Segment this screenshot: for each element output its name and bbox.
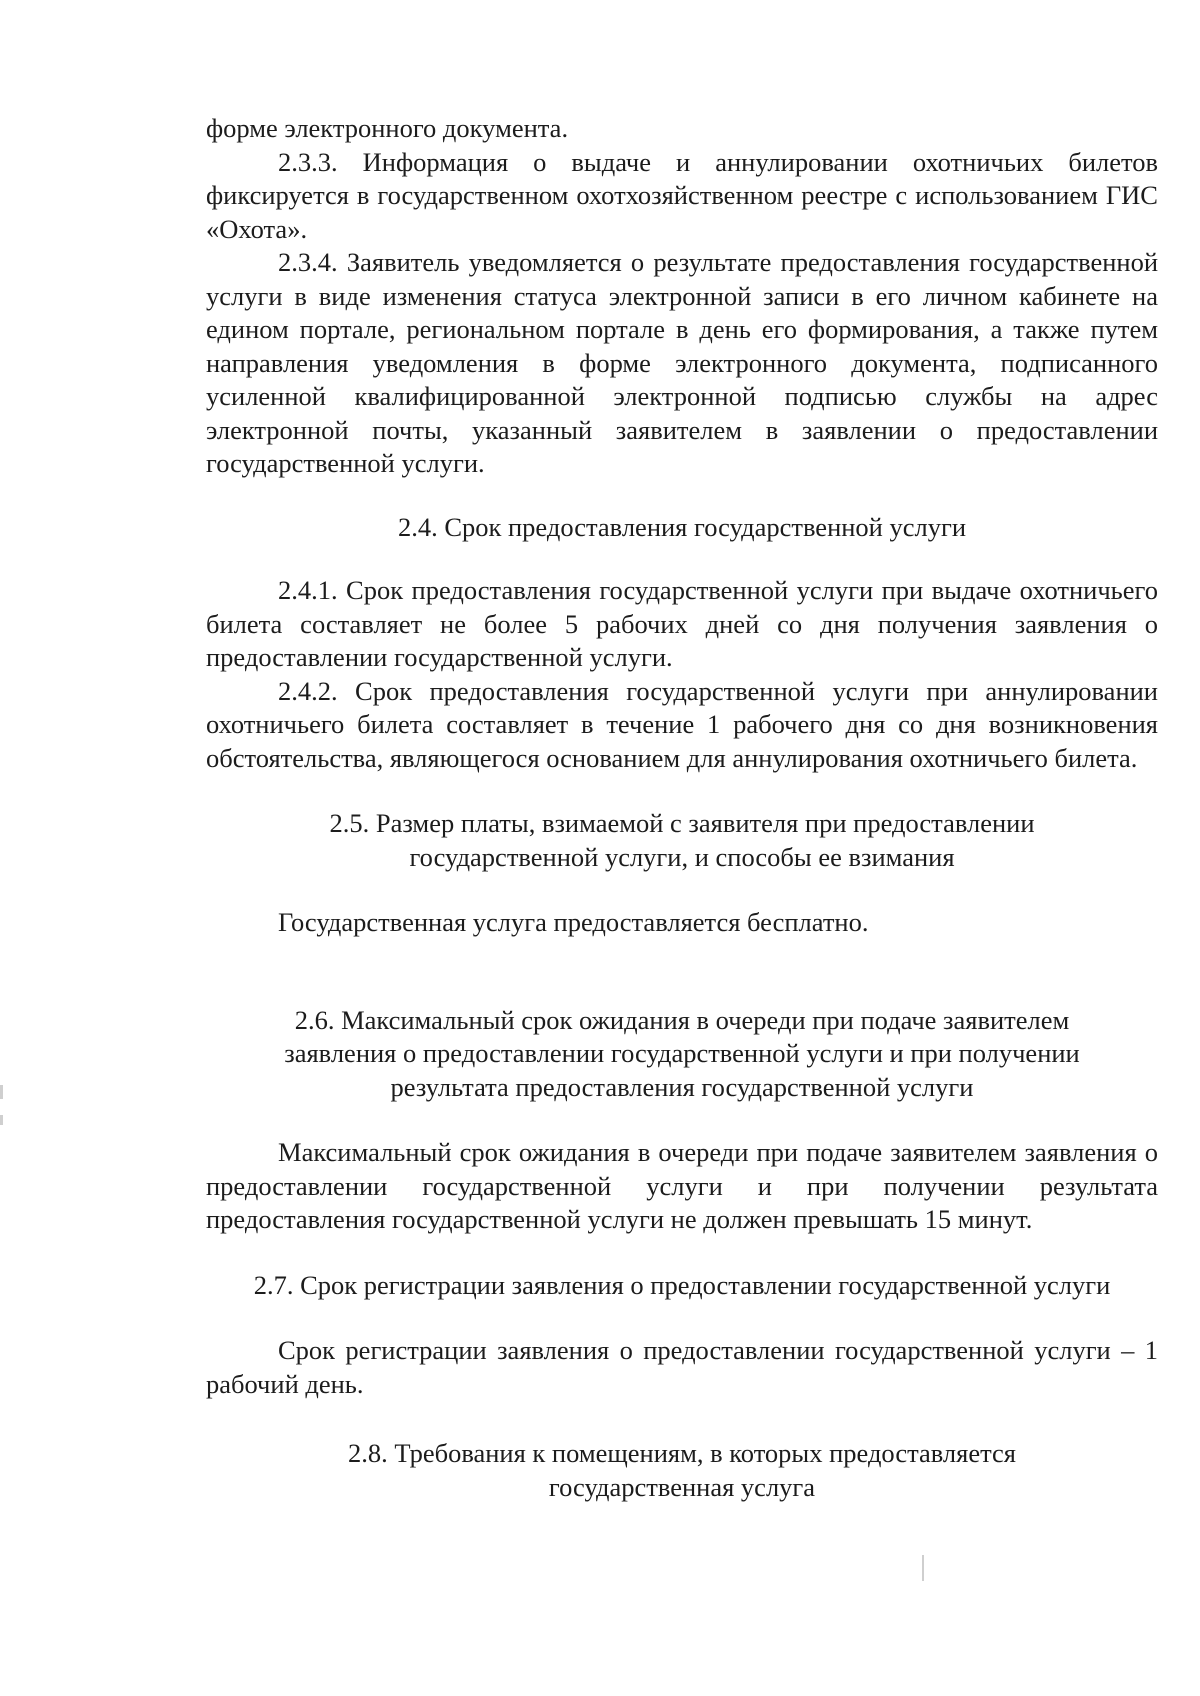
spacer (206, 481, 1158, 511)
spacer (206, 1302, 1158, 1334)
section-heading: 2.5. Размер платы, взимаемой с заявителя при предоставлении государственной услуги, и способы ее взимания (329, 808, 1035, 872)
spacer (206, 1401, 1158, 1437)
spacer (206, 940, 1158, 1004)
spacer (206, 1104, 1158, 1136)
spacer (206, 874, 1158, 906)
paragraph: форме электронного документа. (206, 113, 569, 143)
spacer (206, 1237, 1158, 1269)
paragraph: 2.4.2. Срок предоставления государственной услуги при аннулировании охотничьего билета составляет в течение 1 рабочего дня со дня возникновения обстоятельства, являющегося основанием для аннулирования охотничьего билета. (206, 675, 1158, 773)
scan-artifact (0, 1085, 3, 1099)
scan-artifact (922, 1555, 924, 1581)
paragraph: 2.3.4. Заявитель уведомляется о результате предоставления государственной услуги в виде изменения статуса электронной записи в его личном кабинете на едином портале, региональном портале в день его формирования, а также путем направления уведомления в форме электронного документа, подписанного усиленной квалифицированной электронной подписью службы на адрес электронной почты, указанный заявителем в заявлении о предоставлении государственной услуги. (206, 247, 1158, 478)
scan-artifact (0, 1115, 3, 1125)
section-heading: 2.6. Максимальный срок ожидания в очереди при подаче заявителем заявления о предоставлении государственной услуги и при получении результата предоставления государственной услуги (284, 1004, 1080, 1102)
spacer (206, 775, 1158, 807)
spacer (206, 544, 1158, 574)
paragraph: Максимальный срок ожидания в очереди при подаче заявителем заявления о предоставлении государственной услуги и при получении результата предоставления государственной услуги не должен превышать 15 минут. (206, 1137, 1158, 1234)
paragraph: Государственная услуга предоставляется бесплатно. (278, 907, 869, 937)
section-heading: 2.4. Срок предоставления государственной услуги (397, 511, 967, 542)
paragraph: 2.3.3. Информация о выдаче и аннулировании охотничьих билетов фиксируется в государственном охотхозяйственном реестре с использованием ГИС «Охота». (206, 146, 1158, 244)
paragraph: 2.4.1. Срок предоставления государственной услуги при выдаче охотничьего билета составляет не более 5 рабочих дней со дня получения заявления о предоставлении государственной услуги. (206, 575, 1158, 672)
paragraph: Срок регистрации заявления о предоставлении государственной услуги – 1 рабочий день. (206, 1335, 1158, 1399)
section-heading: 2.8. Требования к помещениям, в которых предоставляется государственная услуга (348, 1438, 1016, 1502)
document-body (206, 112, 1158, 1504)
section-heading: 2.7. Срок регистрации заявления о предоставлении государственной услуги (253, 1269, 1111, 1300)
